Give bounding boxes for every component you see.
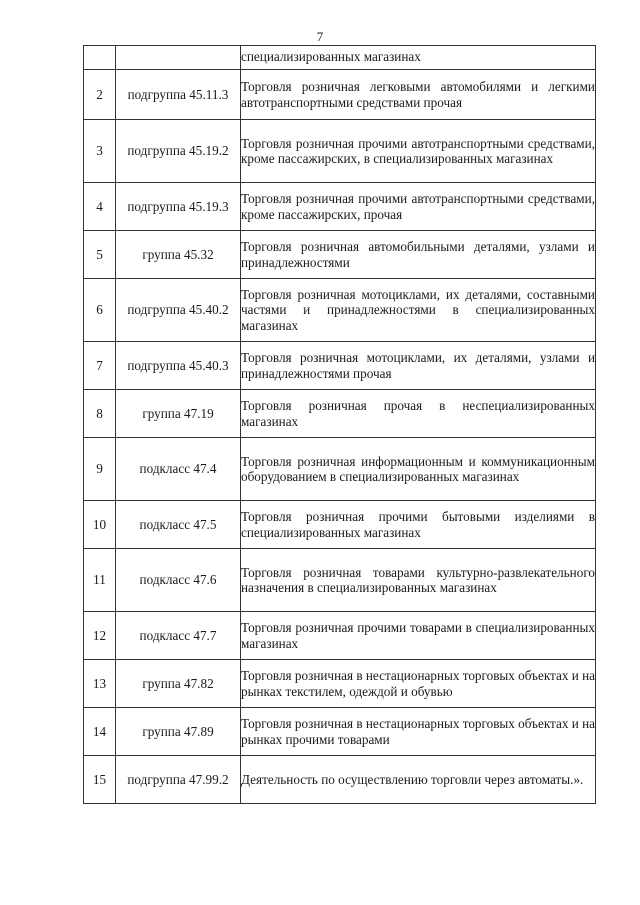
row-number: 8 [84, 390, 116, 438]
activity-description: Торговля розничная прочими бытовыми изделиями в специализированных магазинах [241, 501, 596, 549]
okved-code: подгруппа 45.19.3 [116, 183, 241, 231]
row-number: 15 [84, 756, 116, 804]
okved-code: подгруппа 45.11.3 [116, 70, 241, 120]
okved-code: подкласс 47.6 [116, 549, 241, 612]
okved-code: группа 47.89 [116, 708, 241, 756]
table-row [84, 231, 596, 279]
activity-description: Торговля розничная информационным и коммуникационным оборудованием в специализированных магазинах [241, 438, 596, 501]
row-number: 6 [84, 279, 116, 342]
row-number: 4 [84, 183, 116, 231]
okved-code: подкласс 47.5 [116, 501, 241, 549]
row-number: 5 [84, 231, 116, 279]
row-number: 11 [84, 549, 116, 612]
table-row [84, 438, 596, 501]
row-number: 9 [84, 438, 116, 501]
activity-description: Торговля розничная в нестационарных торговых объектах и на рынках текстилем, одеждой и обувью [241, 660, 596, 708]
okved-code: подгруппа 47.99.2 [116, 756, 241, 804]
okved-code: подгруппа 45.19.2 [116, 120, 241, 183]
okved-code: подгруппа 45.40.2 [116, 279, 241, 342]
table-row [84, 390, 596, 438]
activity-description: Торговля розничная прочая в неспециализированных магазинах [241, 390, 596, 438]
row-number: 7 [84, 342, 116, 390]
row-number: 14 [84, 708, 116, 756]
okved-code: подкласс 47.7 [116, 612, 241, 660]
okved-code: группа 45.32 [116, 231, 241, 279]
row-number [84, 46, 116, 70]
table-row [84, 549, 596, 612]
table-row [84, 501, 596, 549]
table-row [84, 279, 596, 342]
table-row [84, 120, 596, 183]
table-row [84, 756, 596, 804]
okved-code: группа 47.82 [116, 660, 241, 708]
activity-description: Торговля розничная мотоциклами, их деталями, составными частями и принадлежностями в специализированных магазинах [241, 279, 596, 342]
okved-code: группа 47.19 [116, 390, 241, 438]
activity-description: Торговля розничная прочими автотранспортными средствами, кроме пассажирских, в специализированных магазинах [241, 120, 596, 183]
table-row [84, 342, 596, 390]
activity-description: Торговля розничная легковыми автомобилями и легкими автотранспортными средствами прочая [241, 70, 596, 120]
table-row [84, 612, 596, 660]
activity-description: Торговля розничная товарами культурно-развлекательного назначения в специализированных магазинах [241, 549, 596, 612]
activity-description: Торговля розничная автомобильными деталями, узлами и принадлежностями [241, 231, 596, 279]
activity-description: Торговля розничная прочими товарами в специализированных магазинах [241, 612, 596, 660]
table-row [84, 183, 596, 231]
row-number: 13 [84, 660, 116, 708]
activity-description: Торговля розничная прочими автотранспортными средствами, кроме пассажирских, прочая [241, 183, 596, 231]
activity-description: Торговля розничная мотоциклами, их деталями, узлами и принадлежностями прочая [241, 342, 596, 390]
activity-codes-table [83, 45, 596, 804]
row-number: 3 [84, 120, 116, 183]
okved-code [116, 46, 241, 70]
okved-code: подгруппа 45.40.3 [116, 342, 241, 390]
activity-description: Торговля розничная в нестационарных торговых объектах и на рынках прочими товарами [241, 708, 596, 756]
table-row [84, 70, 596, 120]
activity-description: специализированных магазинах [241, 46, 596, 70]
table-row [84, 708, 596, 756]
row-number: 12 [84, 612, 116, 660]
row-number: 10 [84, 501, 116, 549]
table-row [84, 660, 596, 708]
okved-code: подкласс 47.4 [116, 438, 241, 501]
activity-description: Деятельность по осуществлению торговли через автоматы.». [241, 756, 596, 804]
page-number: 7 [316, 29, 324, 44]
table-row [84, 46, 596, 70]
row-number: 2 [84, 70, 116, 120]
